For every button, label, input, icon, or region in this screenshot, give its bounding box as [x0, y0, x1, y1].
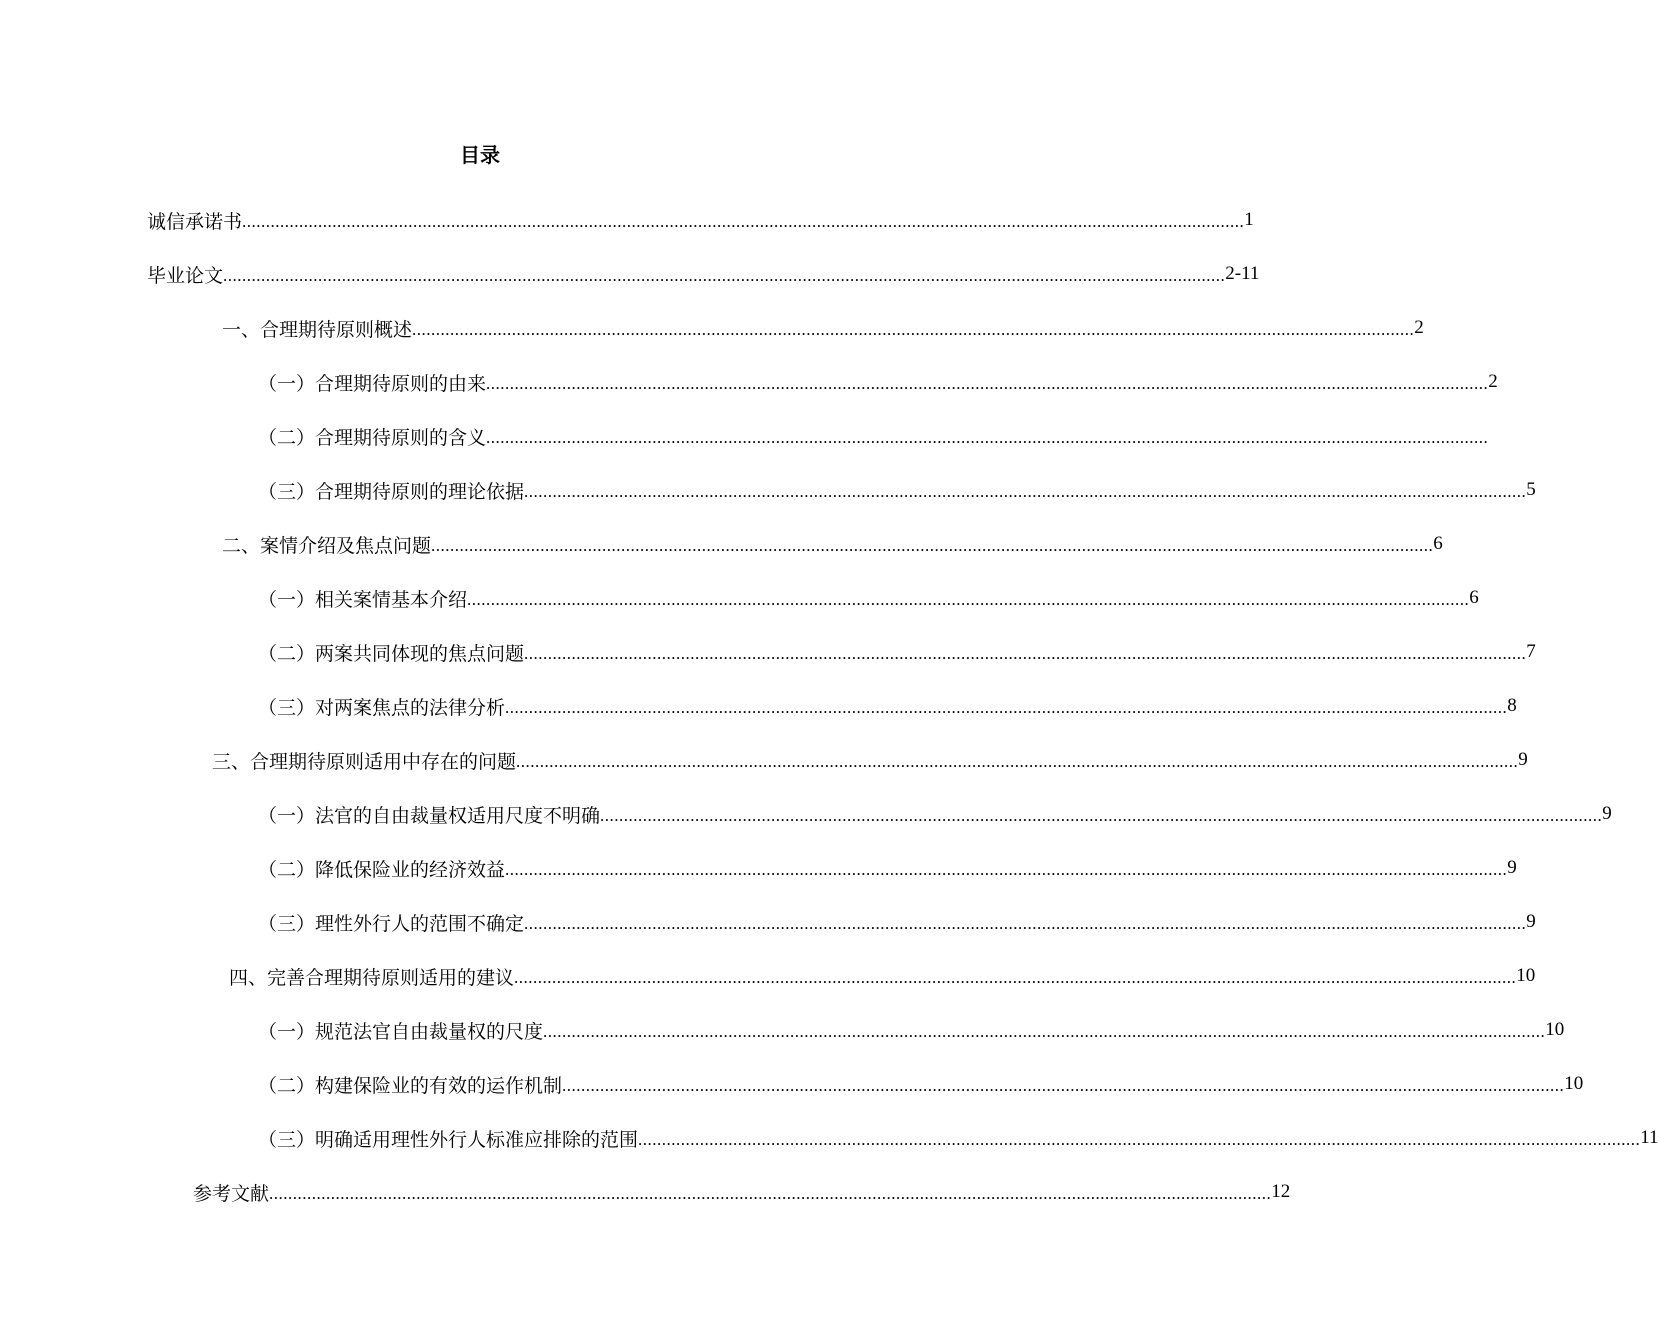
toc-entry-page: 9: [1518, 749, 1528, 770]
toc-dot-leader: ...................................................................................................................................................................................................................: [505, 860, 1508, 879]
toc-entry[interactable]: [258, 571, 1479, 625]
toc-entry-page: 10: [1516, 965, 1536, 986]
toc-entry-page: 7: [1526, 641, 1536, 662]
toc-dot-leader: ...................................................................................................................................................................................................................: [524, 644, 1527, 663]
toc-dot-leader: ...................................................................................................................................................................................................................: [505, 698, 1508, 717]
toc-entry-label: （一）合理期待原则的由来: [258, 372, 487, 395]
toc-entry-label: （一）法官的自由裁量权适用尺度不明确: [258, 804, 601, 827]
toc-entry-page: 10: [1564, 1073, 1584, 1094]
toc-entry-label: 诚信承诺书: [147, 210, 243, 233]
toc-entry[interactable]: [258, 1111, 1659, 1165]
toc-dot-leader: ...................................................................................................................................................................................................................: [467, 590, 1470, 609]
toc-entry-label: 参考文献: [193, 1182, 270, 1205]
toc-entry-page: 5: [1526, 479, 1536, 500]
toc-entry[interactable]: [147, 247, 1260, 301]
toc-dot-leader: ...................................................................................................................................................................................................................: [524, 482, 1527, 501]
toc-entry-label: 四、完善合理期待原则适用的建议: [229, 966, 515, 989]
toc-dot-leader: ...................................................................................................................................................................................................................: [242, 212, 1245, 231]
toc-entry-page: 6: [1469, 587, 1479, 608]
toc-entry[interactable]: [212, 733, 1528, 787]
toc-entry-page: 1: [1244, 209, 1254, 230]
toc-entry[interactable]: [229, 949, 1536, 1003]
toc-entry-label: 三、合理期待原则适用中存在的问题: [212, 750, 517, 773]
toc-dot-leader: ...................................................................................................................................................................................................................: [562, 1076, 1565, 1095]
toc-dot-leader: ...................................................................................................................................................................................................................: [600, 806, 1603, 825]
toc-title: 目录: [460, 143, 500, 167]
toc-entry-page: 9: [1507, 857, 1517, 878]
toc-entry[interactable]: [258, 625, 1536, 679]
toc-entry-page: 2-11: [1225, 263, 1260, 284]
toc-entry-label: 一、合理期待原则概述: [222, 318, 413, 341]
toc-entry-page: 2: [1414, 317, 1424, 338]
toc-entry[interactable]: [258, 841, 1517, 895]
toc-entry[interactable]: [222, 517, 1443, 571]
toc-entry[interactable]: [258, 895, 1536, 949]
toc-dot-leader: ...................................................................................................................................................................................................................: [412, 320, 1415, 339]
toc-entry-page: 12: [1271, 1181, 1291, 1202]
toc-entry-label: （三）明确适用理性外行人标准应排除的范围: [258, 1128, 639, 1151]
toc-entry-label: （一）规范法官自由裁量权的尺度: [258, 1020, 544, 1043]
toc-entry[interactable]: [258, 355, 1498, 409]
toc-dot-leader: ...................................................................................................................................................................................................................: [431, 536, 1434, 555]
toc-entry-label: （三）理性外行人的范围不确定: [258, 912, 525, 935]
toc-entry[interactable]: [222, 301, 1424, 355]
toc-entry[interactable]: [258, 679, 1517, 733]
toc-entry-page: 11: [1640, 1127, 1659, 1148]
toc-entry-page: 10: [1545, 1019, 1565, 1040]
toc-dot-leader: ...................................................................................................................................................................................................................: [486, 428, 1489, 447]
toc-dot-leader: ...................................................................................................................................................................................................................: [516, 752, 1519, 771]
toc-entry-label: （二）两案共同体现的焦点问题: [258, 642, 525, 665]
toc-entry-page: 9: [1602, 803, 1612, 824]
toc-dot-leader: ...................................................................................................................................................................................................................: [486, 374, 1489, 393]
toc-entry-label: （一）相关案情基本介绍: [258, 588, 468, 611]
toc-entry[interactable]: [258, 1057, 1584, 1111]
toc-dot-leader: ...................................................................................................................................................................................................................: [638, 1130, 1641, 1149]
toc-entry-label: （二）合理期待原则的含义: [258, 426, 487, 449]
toc-entry-label: 二、案情介绍及焦点问题: [222, 534, 432, 557]
toc-entry-page: 6: [1433, 533, 1443, 554]
toc-entry[interactable]: [258, 787, 1612, 841]
toc-dot-leader: ...................................................................................................................................................................................................................: [269, 1184, 1272, 1203]
toc-entry[interactable]: [193, 1165, 1291, 1219]
toc-entry-label: 毕业论文: [147, 264, 224, 287]
toc-entry-label: （二）构建保险业的有效的运作机制: [258, 1074, 563, 1097]
toc-entry[interactable]: [258, 409, 1489, 463]
toc-entry-page: 9: [1526, 911, 1536, 932]
toc-entry-label: （三）合理期待原则的理论依据: [258, 480, 525, 503]
toc-dot-leader: ...................................................................................................................................................................................................................: [514, 968, 1517, 987]
toc-dot-leader: ...................................................................................................................................................................................................................: [223, 266, 1226, 285]
toc-entry[interactable]: [258, 463, 1536, 517]
toc-entry[interactable]: [147, 193, 1254, 247]
toc-entry[interactable]: [258, 1003, 1565, 1057]
toc-entry-label: （二）降低保险业的经济效益: [258, 858, 506, 881]
toc-entry-page: 8: [1507, 695, 1517, 716]
toc-entry-page: 2: [1488, 371, 1498, 392]
toc-entry-label: （三）对两案焦点的法律分析: [258, 696, 506, 719]
toc-dot-leader: ...................................................................................................................................................................................................................: [543, 1022, 1546, 1041]
toc-dot-leader: ...................................................................................................................................................................................................................: [524, 914, 1527, 933]
